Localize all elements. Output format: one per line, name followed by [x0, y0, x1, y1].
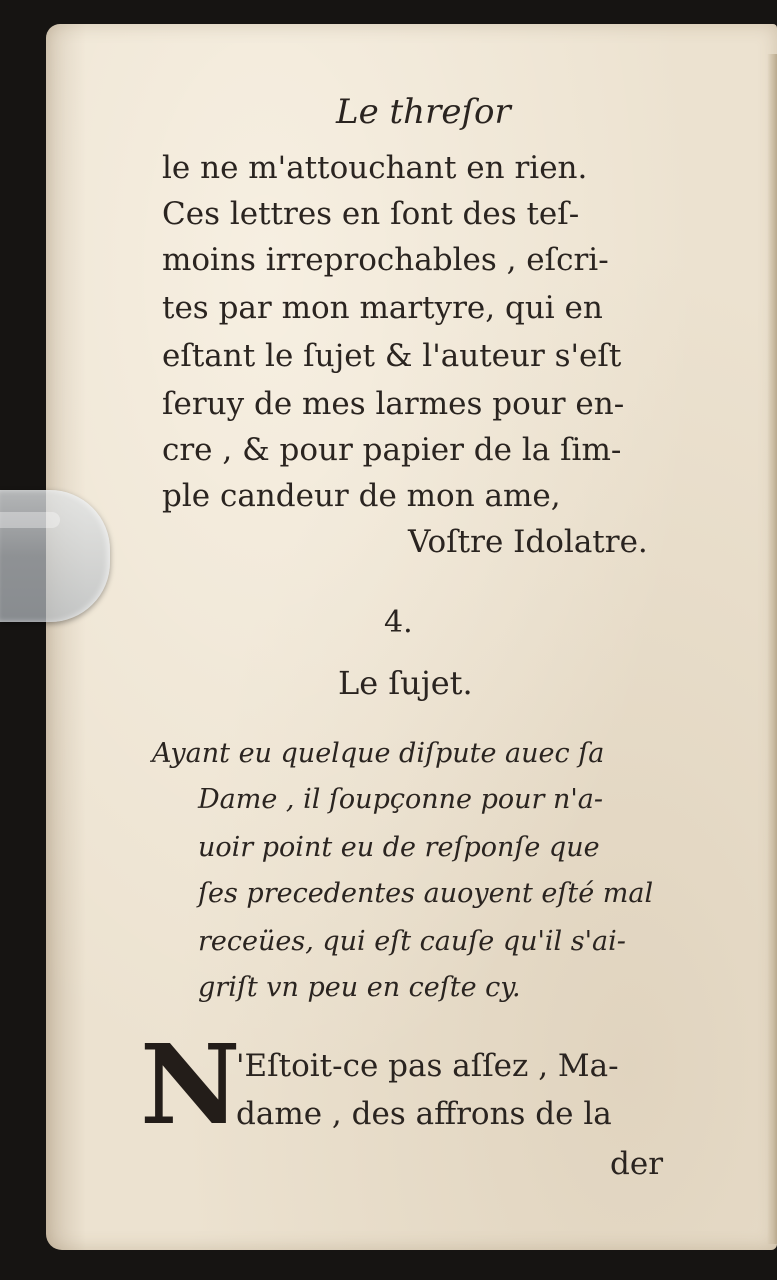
drop-cap: N [140, 1020, 241, 1149]
opening-line: der [610, 1146, 664, 1182]
section-heading: Le ſujet. [338, 664, 473, 702]
letter-line: Ces lettres en ſont des teſ- [162, 196, 580, 232]
signature: Voſtre Idolatre. [408, 524, 648, 560]
letter-line: tes par mon martyre, qui en [162, 290, 603, 326]
argument-line: uoir point eu de reſponſe que [198, 832, 600, 863]
letter-line: ſeruy de mes larmes pour en- [162, 386, 625, 422]
argument-line: Ayant eu quelque diſpute auec ſa [152, 738, 605, 769]
letter-line: le ne m'attouchant en rien. [162, 150, 588, 186]
letter-line: cre , & pour papier de la ſim- [162, 432, 622, 468]
argument-line: receües, qui eſt cauſe qu'il s'ai- [198, 926, 626, 957]
running-head: Le threſor [336, 92, 511, 132]
opening-line: 'Eſtoit-ce pas aſſez , Ma- [236, 1048, 619, 1084]
letter-line: moins irreprochables , eſcri- [162, 242, 609, 278]
page-edge [767, 54, 777, 1244]
section-number: 4. [384, 605, 413, 640]
letter-line: ple candeur de mon ame, [162, 478, 561, 514]
page-clip [0, 490, 110, 622]
argument-line: Dame , il ſoupçonne pour n'a- [198, 784, 604, 815]
opening-line: dame , des affrons de la [236, 1096, 612, 1132]
argument-line: ſes precedentes auoyent eſté mal [198, 878, 654, 909]
argument-line: griſt vn peu en ceſte cy. [198, 972, 521, 1003]
letter-line: eſtant le ſujet & l'auteur s'eſt [162, 338, 622, 374]
